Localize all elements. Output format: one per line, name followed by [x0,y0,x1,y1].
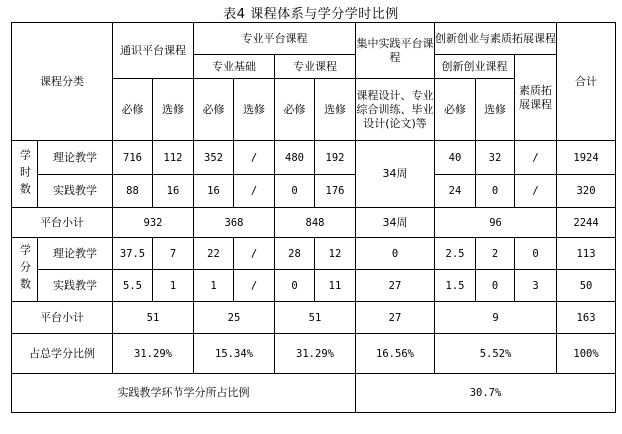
table-cell: 716 [113,141,153,175]
major-basic-header: 专业基础 [194,55,275,79]
table-cell: 16 [153,175,194,208]
table-cell: 25 [194,302,275,334]
table-cell: 28 [275,238,315,270]
table-cell: 9 [435,302,557,334]
table-cell: 100% [557,334,616,374]
row-label: 实践教学环节学分所占比例 [12,374,356,413]
table-row [12,238,616,270]
major-elective-header: 选修 [315,79,356,141]
table-cell: 112 [153,141,194,175]
course-category-header: 课程分类 [12,23,113,141]
table-cell: 50 [557,270,616,302]
total-header: 合计 [557,23,616,141]
table-row [12,302,616,334]
table-cell: 31.29% [113,334,194,374]
table-cell: / [234,141,275,175]
table-row [12,374,616,413]
table-cell: 16.56% [356,334,435,374]
table-cell: 2 [476,238,515,270]
table-cell: 1924 [557,141,616,175]
table-cell: 480 [275,141,315,175]
table-cell: 352 [194,141,234,175]
curriculum-table [11,22,616,413]
major-platform-header: 专业平台课程 [194,23,356,55]
table-cell: / [234,238,275,270]
row-label: 平台小计 [12,302,113,334]
innovation-required-header: 必修 [435,79,476,141]
practice-description: 课程设计、专业综合训练、毕业设计(论文)等 [356,79,435,141]
basic-elective-header: 选修 [234,79,275,141]
table-cell: 16 [194,175,234,208]
table-cell: 0 [356,238,435,270]
table-cell: 0 [476,270,515,302]
header-row-1 [12,23,616,55]
table-cell: 2.5 [435,238,476,270]
table-cell: 368 [194,208,275,238]
table-row [12,334,616,374]
table-cell: 0 [275,175,315,208]
major-required-header: 必修 [275,79,315,141]
table-cell: 12 [315,238,356,270]
general-platform-header: 通识平台课程 [113,23,194,79]
table-cell: 176 [315,175,356,208]
table-cell: 192 [315,141,356,175]
general-required-header: 必修 [113,79,153,141]
table-cell: 163 [557,302,616,334]
hours-group-label: 学时数 [12,141,38,208]
table-cell: 11 [315,270,356,302]
table-cell: 34周 [356,208,435,238]
table-cell: 51 [113,302,194,334]
major-course-header: 专业课程 [275,55,356,79]
table-row [12,175,616,208]
row-label: 理论教学 [38,238,113,270]
practice-platform-header: 集中实践平台课程 [356,23,435,79]
table-cell: 848 [275,208,356,238]
table-cell: 51 [275,302,356,334]
table-cell: 27 [356,302,435,334]
table-cell: 32 [476,141,515,175]
table-row [12,141,616,175]
table-cell: 96 [435,208,557,238]
innovation-elective-header: 选修 [476,79,515,141]
table-cell: 932 [113,208,194,238]
table-cell: 0 [515,238,557,270]
table-cell: 34周 [356,141,435,208]
table-cell: 320 [557,175,616,208]
table-cell: 24 [435,175,476,208]
table-cell: 27 [356,270,435,302]
row-label: 占总学分比例 [12,334,113,374]
table-cell: / [234,270,275,302]
table-cell: 113 [557,238,616,270]
table-cell: 30.7% [356,374,616,413]
table-cell: / [234,175,275,208]
general-elective-header: 选修 [153,79,194,141]
table-row [12,270,616,302]
table-cell: 1 [153,270,194,302]
table-cell: / [515,141,557,175]
row-label: 平台小计 [12,208,113,238]
row-label: 实践教学 [38,270,113,302]
table-cell: 22 [194,238,234,270]
quality-course-header: 素质拓展课程 [515,55,557,141]
basic-required-header: 必修 [194,79,234,141]
table-title: 表4 课程体系与学分学时比例 [223,7,399,22]
table-cell: 3 [515,270,557,302]
table-row [12,208,616,238]
table-cell: 88 [113,175,153,208]
table-cell: 7 [153,238,194,270]
innovation-platform-header: 创新创业与素质拓展课程 [435,23,557,55]
table-cell: 0 [476,175,515,208]
credits-group-label: 学分数 [12,238,38,302]
table-cell: 1.5 [435,270,476,302]
table-cell: 37.5 [113,238,153,270]
row-label: 实践教学 [38,175,113,208]
table-cell: 5.5 [113,270,153,302]
table-cell: 5.52% [435,334,557,374]
table-cell: 0 [275,270,315,302]
table-cell: 2244 [557,208,616,238]
table-cell: 15.34% [194,334,275,374]
table-cell: / [515,175,557,208]
row-label: 理论教学 [38,141,113,175]
table-cell: 40 [435,141,476,175]
table-cell: 1 [194,270,234,302]
table-cell: 31.29% [275,334,356,374]
innovation-course-header: 创新创业课程 [435,55,515,79]
